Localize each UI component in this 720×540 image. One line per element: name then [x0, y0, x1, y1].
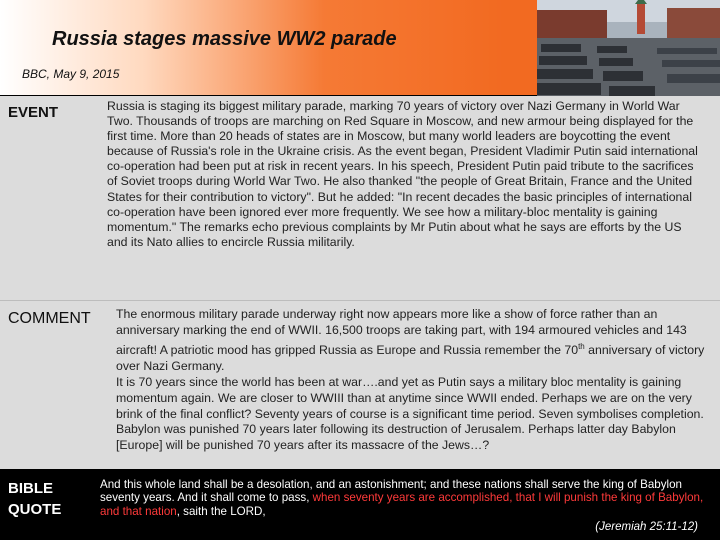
- bible-quote-label: [8, 478, 61, 520]
- event-label: EVENT: [8, 104, 59, 121]
- comment-paragraph-1: [116, 307, 706, 375]
- event-text: Russia is staging its biggest military parade, marking 70 years of victory over Nazi Germany in World War Two. Thousands of troops are marching on Red Square in Moscow, and new armour being displayed for the first time. More than 20 heads of states are in Moscow, but many world leaders are boycotting the event because of Russia's role in the Ukraine crisis. As the event began, President Vladimir Putin said international co-operation had been put at risk in recent years. In his speech, President Putin paid tribute to the sacrifices of Soviet troops during World War Two. He also thanked "the people of Great Britain, France and the United States for their contribution to victory". But he added: "In recent decades the basic principles of international co-operation have been ignored ever more frequently. We see how a military-bloc mentality is gaining momentum." The remarks echo previous complaints by Mr Putin about what he says are efforts by the US and its Nato allies to encircle Russia militarily.: [107, 99, 698, 249]
- parade-photo: [537, 0, 720, 100]
- comment-p1-part-b: anniversary of victory over Nazi Germany.: [116, 342, 705, 373]
- comment-p1-sup: th: [578, 341, 585, 351]
- bible-quote-text: [100, 478, 710, 518]
- bible-text-part-a: And this whole land shall be a desolation, and an astonishment; and these nations shall serve the king of Babylon seventy years. And it shall come to pass,: [100, 478, 683, 505]
- bible-label-line1: BIBLE: [8, 480, 53, 497]
- bible-reference: (Jeremiah 25:11-12): [595, 521, 698, 533]
- section-divider: [0, 300, 720, 301]
- comment-label: COMMENT: [8, 310, 91, 327]
- comment-paragraph-2: It is 70 years since the world has been at war….and yet as Putin says a military bloc mentality is gaining momentum again. We are closer to WWIII than at anytime since WWII ended. Perhaps we are on the very brink of the final conflict? Seventy years of course is a significant time period. Seven symbolises completion. Babylon was punished 70 years later following its destruction of Jerusalem. Perhaps latter day Babylon [Europe] will be punished 70 years after its massacre of the Jews…?: [116, 374, 704, 453]
- bible-text-part-b: , saith the LORD,: [176, 504, 266, 518]
- page-title: Russia stages massive WW2 parade: [52, 28, 397, 50]
- bible-text-highlight: when seventy years are accomplished, that I will punish the king of Babylon, and that nation: [100, 491, 704, 518]
- comment-text: [116, 307, 706, 454]
- source-line: BBC, May 9, 2015: [22, 67, 120, 81]
- bible-label-line2: QUOTE: [8, 501, 62, 518]
- comment-p1-part-a: The enormous military parade underway right now appears more like a show of force rather than an anniversary marking the end of WWII. 16,500 troops are taking part, with 194 armoured vehicles and 143 aircraft! A patriotic mood has gripped Russia as Europe and Russia remember the 70: [116, 307, 687, 357]
